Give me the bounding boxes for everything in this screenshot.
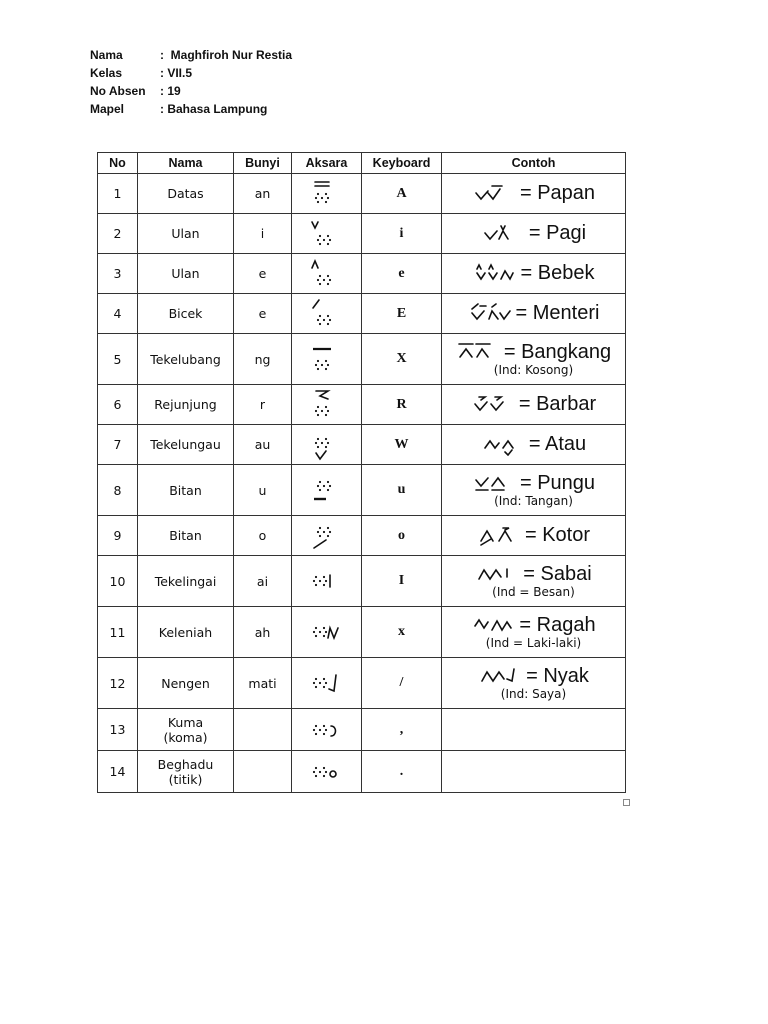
cell-aksara <box>292 658 362 709</box>
example-word: = Sabai <box>523 562 592 585</box>
info-value: : 19 <box>160 84 181 98</box>
cell-no: 6 <box>98 385 138 425</box>
example-word: = Atau <box>528 433 587 455</box>
nengen-aksara-icon <box>310 665 344 701</box>
cell-nama: Tekelubang <box>138 334 234 385</box>
cell-contoh <box>442 556 626 607</box>
table-row <box>98 254 626 294</box>
example-note: (Ind: Saya) <box>500 687 567 702</box>
column-header: Bunyi <box>234 153 292 174</box>
cell-nama: Tekelingai <box>138 556 234 607</box>
cell-nama: Ulan <box>138 254 234 294</box>
table-header-row <box>98 153 626 174</box>
cell-bunyi: ng <box>234 334 292 385</box>
cell-nama: Rejunjung <box>138 385 234 425</box>
info-value: : VII.5 <box>160 66 193 80</box>
table-row <box>98 294 626 334</box>
cell-bunyi: o <box>234 516 292 556</box>
table-row <box>98 425 626 465</box>
cell-no: 7 <box>98 425 138 465</box>
example-note: (Ind: Tangan) <box>494 494 573 509</box>
cell-bunyi: an <box>234 174 292 214</box>
cell-contoh <box>442 385 626 425</box>
column-header: Nama <box>138 153 234 174</box>
cell-contoh <box>442 465 626 516</box>
cell-aksara <box>292 385 362 425</box>
cell-contoh <box>442 607 626 658</box>
cell-nama: Bicek <box>138 294 234 334</box>
cell-aksara <box>292 174 362 214</box>
beghadu-aksara-icon <box>310 754 344 790</box>
info-value: : Maghfiroh Nur Restia <box>160 48 293 62</box>
example-script-icon <box>481 223 525 245</box>
cell-contoh <box>442 214 626 254</box>
cell-contoh <box>442 174 626 214</box>
example-script-icon <box>472 183 516 205</box>
cell-contoh <box>442 709 626 751</box>
bitan-u-aksara-icon <box>310 472 344 508</box>
example-word: = Bebek <box>520 262 595 284</box>
example-note: (Ind: Kosong) <box>493 363 574 378</box>
cell-nama: Bitan <box>138 516 234 556</box>
datas-aksara-icon <box>310 176 344 212</box>
example-word: = Pagi <box>528 222 587 244</box>
table-row <box>98 751 626 793</box>
cell-keyboard: , <box>362 709 442 751</box>
cell-bunyi: r <box>234 385 292 425</box>
example-word: = Menteri <box>515 302 600 324</box>
info-label: Nama <box>90 48 123 62</box>
cell-no: 12 <box>98 658 138 709</box>
table-row <box>98 214 626 254</box>
cell-aksara <box>292 334 362 385</box>
student-info <box>90 46 292 118</box>
cell-aksara <box>292 294 362 334</box>
example-script-icon <box>475 563 519 585</box>
cell-keyboard: W <box>362 425 442 465</box>
cell-keyboard: / <box>362 658 442 709</box>
cell-aksara <box>292 214 362 254</box>
cell-no: 14 <box>98 751 138 793</box>
cell-no: 4 <box>98 294 138 334</box>
column-header: Aksara <box>292 153 362 174</box>
table-row <box>98 516 626 556</box>
cell-nama: Beghadu (titik) <box>138 751 234 793</box>
bitan-o-aksara-icon <box>310 518 344 554</box>
example-script-icon <box>471 614 515 636</box>
table-row <box>98 334 626 385</box>
cell-no: 8 <box>98 465 138 516</box>
example-script-icon <box>473 263 517 285</box>
tekelubang-aksara-icon <box>310 341 344 377</box>
cell-no: 13 <box>98 709 138 751</box>
example-script-icon <box>477 525 521 547</box>
example-note: (Ind = Laki-laki) <box>485 636 582 651</box>
cell-bunyi: mati <box>234 658 292 709</box>
cell-no: 11 <box>98 607 138 658</box>
tekelingai-aksara-icon <box>310 563 344 599</box>
cell-no: 9 <box>98 516 138 556</box>
cell-contoh <box>442 334 626 385</box>
cell-keyboard: I <box>362 556 442 607</box>
info-label: Mapel <box>90 102 125 116</box>
cell-bunyi: e <box>234 294 292 334</box>
info-row <box>90 46 292 64</box>
cell-no: 10 <box>98 556 138 607</box>
cell-keyboard: o <box>362 516 442 556</box>
cell-bunyi: i <box>234 214 292 254</box>
cell-aksara <box>292 709 362 751</box>
example-script-icon <box>468 303 512 325</box>
info-row <box>90 64 292 82</box>
table-row <box>98 658 626 709</box>
cell-aksara <box>292 751 362 793</box>
kuma-aksara-icon <box>310 712 344 748</box>
table-anchor-handle[interactable] <box>623 799 630 806</box>
column-header: No <box>98 153 138 174</box>
example-script-icon <box>481 434 525 456</box>
example-script-icon <box>472 472 516 494</box>
cell-keyboard: . <box>362 751 442 793</box>
cell-no: 1 <box>98 174 138 214</box>
example-word: = Barbar <box>518 393 597 415</box>
cell-no: 3 <box>98 254 138 294</box>
cell-contoh <box>442 658 626 709</box>
example-script-icon <box>478 665 522 687</box>
rejunjung-aksara-icon <box>310 387 344 423</box>
example-note: (Ind = Besan) <box>492 585 575 600</box>
cell-aksara <box>292 607 362 658</box>
cell-bunyi: ah <box>234 607 292 658</box>
example-script-icon <box>471 394 515 416</box>
cell-keyboard: e <box>362 254 442 294</box>
table-row <box>98 607 626 658</box>
cell-keyboard: x <box>362 607 442 658</box>
example-script-icon <box>456 341 500 363</box>
cell-nama: Datas <box>138 174 234 214</box>
column-header: Keyboard <box>362 153 442 174</box>
column-header: Contoh <box>442 153 626 174</box>
cell-nama: Kuma (koma) <box>138 709 234 751</box>
cell-bunyi: au <box>234 425 292 465</box>
cell-nama: Tekelungau <box>138 425 234 465</box>
cell-keyboard: i <box>362 214 442 254</box>
cell-keyboard: R <box>362 385 442 425</box>
table-row <box>98 465 626 516</box>
cell-no: 2 <box>98 214 138 254</box>
aksara-table <box>97 152 626 793</box>
cell-no: 5 <box>98 334 138 385</box>
cell-nama: Nengen <box>138 658 234 709</box>
cell-nama: Bitan <box>138 465 234 516</box>
cell-bunyi: ai <box>234 556 292 607</box>
table-row <box>98 385 626 425</box>
info-label: No Absen <box>90 84 146 98</box>
table-row <box>98 709 626 751</box>
example-word: = Bangkang <box>503 340 612 363</box>
example-word: = Ragah <box>519 613 596 636</box>
cell-keyboard: X <box>362 334 442 385</box>
cell-keyboard: E <box>362 294 442 334</box>
cell-aksara <box>292 556 362 607</box>
example-word: = Nyak <box>526 664 589 687</box>
cell-contoh <box>442 254 626 294</box>
cell-keyboard: u <box>362 465 442 516</box>
example-word: = Kotor <box>524 524 591 546</box>
cell-bunyi: u <box>234 465 292 516</box>
table-row <box>98 556 626 607</box>
table-row <box>98 174 626 214</box>
info-row <box>90 100 292 118</box>
cell-nama: Ulan <box>138 214 234 254</box>
example-word: = Pungu <box>519 471 596 494</box>
cell-keyboard: A <box>362 174 442 214</box>
cell-nama: Keleniah <box>138 607 234 658</box>
example-word: = Papan <box>519 182 596 204</box>
bicek-aksara-icon <box>310 296 344 332</box>
keleniah-aksara-icon <box>310 614 344 650</box>
cell-aksara <box>292 254 362 294</box>
cell-contoh <box>442 751 626 793</box>
cell-aksara <box>292 425 362 465</box>
tekelungau-aksara-icon <box>310 427 344 463</box>
cell-contoh <box>442 516 626 556</box>
ulan-e-aksara-icon <box>310 256 344 292</box>
ulan-i-aksara-icon <box>310 216 344 252</box>
info-row <box>90 82 292 100</box>
cell-bunyi <box>234 709 292 751</box>
cell-aksara <box>292 516 362 556</box>
cell-contoh <box>442 294 626 334</box>
info-value: : Bahasa Lampung <box>160 102 268 116</box>
cell-bunyi <box>234 751 292 793</box>
info-label: Kelas <box>90 66 123 80</box>
cell-bunyi: e <box>234 254 292 294</box>
cell-contoh <box>442 425 626 465</box>
cell-aksara <box>292 465 362 516</box>
